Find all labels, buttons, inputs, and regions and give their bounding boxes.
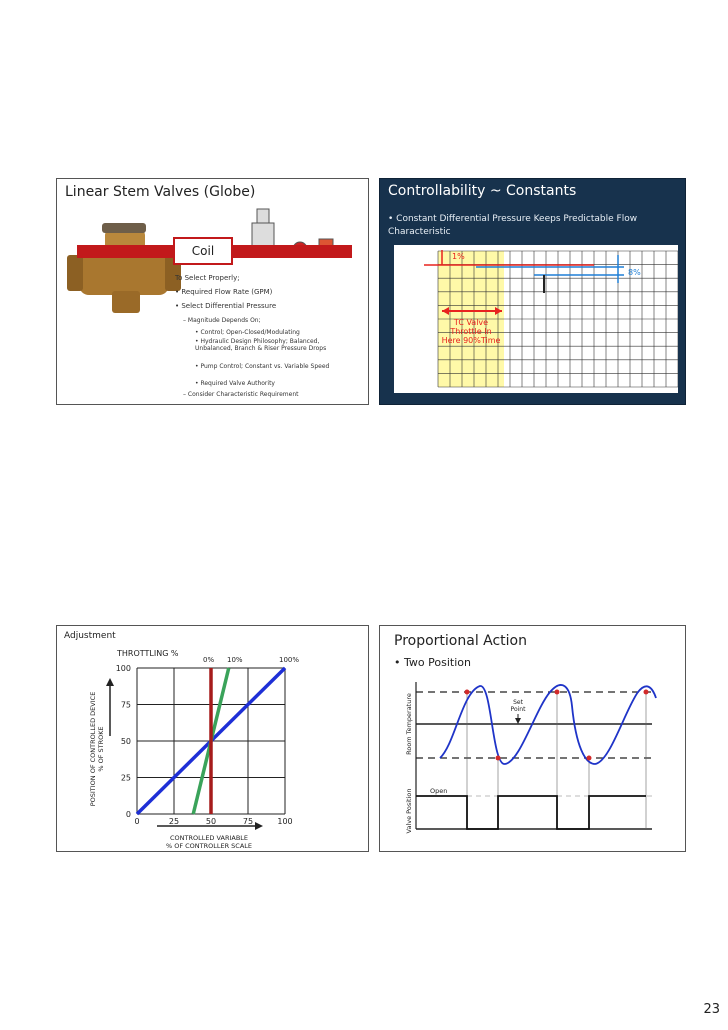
slide-title: Linear Stem Valves (Globe) [65,184,256,200]
sub-control: • Control; Open-Closed/Modulating [195,329,300,336]
y-tick-label: 0 [125,810,131,819]
x-label-1: CONTROLLED VARIABLE [169,834,249,842]
label-100pct: 100% [279,656,300,664]
intro-text: To Select Properly; [175,274,240,282]
y-tick-label: 75 [120,700,131,710]
x-tick-label: 100 [277,817,293,826]
y-tick-label: 100 [115,664,131,673]
valve-position-line [416,796,646,829]
sub-pump: • Pump Control; Constant vs. Variable Speed [195,363,330,370]
x-tick-label: 50 [205,817,217,826]
y-label-valve-pos: Valve Position [405,788,413,834]
bullet-diff-pressure: • Select Differential Pressure [175,302,277,310]
sub-authority: • Required Valve Authority [195,380,275,387]
label-10pct: 10% [227,656,243,664]
x-tick-label: 25 [168,817,180,826]
throttling-chart [57,626,368,851]
label-0pct: 0% [203,656,215,664]
slide-adjustment [56,625,369,852]
x-tick-label: 0 [134,817,140,826]
throttling-label: THROTTLING % [117,649,179,658]
slide-title: Controllability ~ Constants [388,183,577,199]
x-label-2: % OF CONTROLLER SCALE [165,842,253,850]
set-point-label: Set Point [510,699,526,713]
sub-hydraulic: • Hydraulic Design Philosophy; Balanced, Unbalanced, Branch & Riser Pressure Drops [195,338,327,352]
dash-characteristic: – Consider Characteristic Requirement [183,391,299,398]
coil-label: Coil [173,237,233,265]
dash-magnitude: – Magnitude Depends On; [183,317,261,324]
y-tick-label: 50 [120,737,131,746]
pct-8-label: 8% [628,268,641,277]
two-position-chart [380,626,685,851]
tc-label: TC Valve Throttle In Here 90%Time [441,318,501,345]
y-label-2: % OF STROKE [97,726,105,772]
pct-1-label: 1% [452,252,465,261]
x-tick-label: 75 [242,817,254,826]
page-number: 23 [703,1002,720,1017]
bullet-flow-rate: • Required Flow Rate (GPM) [175,288,273,296]
y-label-1: POSITION OF CONTROLLED DEVICE [89,691,97,807]
slide-linear-stem-valves [56,178,369,405]
open-label: Open [430,787,448,795]
slide-controllability [379,178,686,405]
slide-title: Adjustment [64,631,116,641]
bullet-text: • Two Position [394,656,471,669]
valve-characteristic-chart [394,245,678,393]
y-tick-label: 25 [120,773,131,783]
bullet-text: • Constant Differential Pressure Keeps Predictable Flow Characteristic [388,214,638,237]
y-label-room-temp: Room Temperature [405,693,413,755]
slide-title: Proportional Action [394,633,527,649]
slide-proportional-action [379,625,686,852]
